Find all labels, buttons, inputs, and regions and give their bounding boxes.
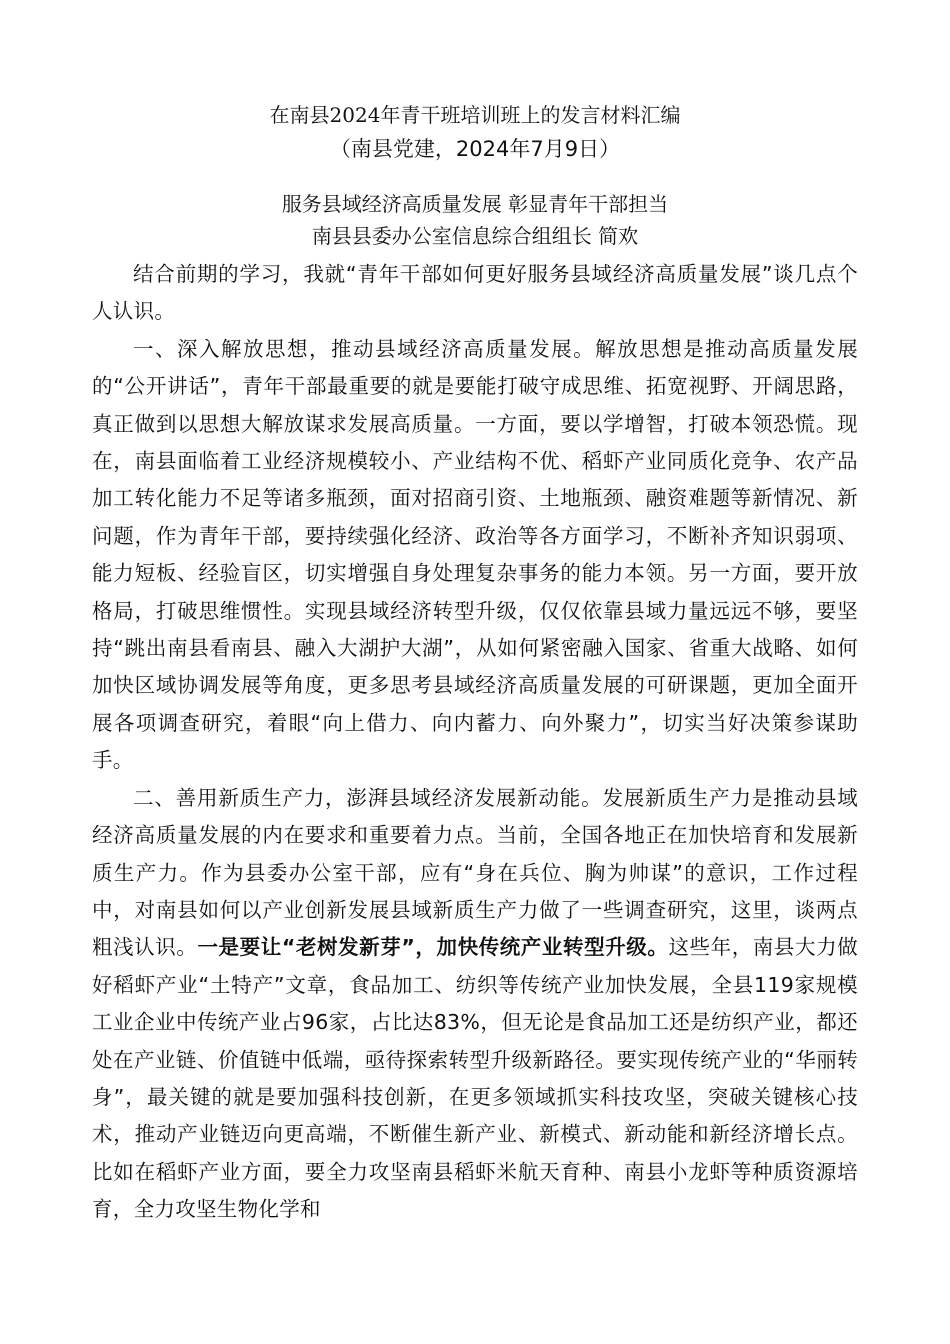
document-source-date: （南县党建，2024年7月9日）	[329, 137, 621, 161]
paragraph-section-two-body: 这些年，南县大力做好稻虾产业“土特产”文章，食品加工、纺织等传统产业加快发展，全县119家规模工业企业中传统产业占96家，占比达83%，但无论是食品加工还是纺织产业，都还处在产业链、价值链中低端，亟待探索转型升级新路径。要实现传统产业的“华丽转身”，最关键的就是要加强科技创新，在更多领域抓实科技攻坚，突破关键核心技术，推动产业链迈向更高端，不断催生新产业、新模式、新动能和新经济增长点。比如在稻虾产业方面，要全力攻坚南县稻虾米航天育种、南县小龙虾等种质资源培育，全力攻坚生物化学和	[92, 935, 858, 1222]
paragraph-section-two-lead: 二、善用新质生产力，澎湃县域经济发展新动能。发展新质生产力是推动县域经济高质量发展的内在要求和重要着力点。当前，全国各地正在加快培育和发展新质生产力。作为县委办公室干部，应有“身在兵位、胸为帅谋”的意识，工作过程中，对南县如何以产业创新发展县域新质生产力做了一些调查研究，这里，谈两点粗浅认识。	[92, 785, 858, 960]
paragraph-intro: 结合前期的学习，我就“青年干部如何更好服务县域经济高质量发展”谈几点个人认识。	[92, 262, 858, 324]
speech-author: 南县县委办公室信息综合组组长 简欢	[311, 224, 639, 248]
speech-title: 服务县域经济高质量发展 彰显青年干部担当	[281, 192, 669, 216]
document-body	[92, 98, 858, 1229]
paragraph-section-one: 一、深入解放思想，推动县域经济高质量发展。解放思想是推动高质量发展的“公开讲话”，青年干部最重要的就是要能打破守成思维、拓宽视野、开阔思路，真正做到以思想大解放谋求发展高质量。一方面，要以学增智，打破本领恐慌。现在，南县面临着工业经济规模较小、产业结构不优、稻虾产业同质化竞争、农产品加工转化能力不足等诸多瓶颈，面对招商引资、土地瓶颈、融资难题等新情况、新问题，作为青年干部，要持续强化经济、政治等各方面学习，不断补齐知识弱项、能力短板、经验盲区，切实增强自身处理复杂事务的能力本领。另一方面，要开放格局，打破思维惯性。实现县域经济转型升级，仅仅依靠县域力量远远不够，要坚持“跳出南县看南县、融入大湖护大湖”，从如何紧密融入国家、省重大战略、如何加快区域协调发展等角度，更多思考县域经济高质量发展的可研课题，更加全面开展各项调查研究，着眼“向上借力、向内蓄力、向外聚力”，切实当好决策参谋助手。	[92, 336, 858, 773]
document-title: 在南县2024年青干班培训班上的发言材料汇编	[269, 103, 681, 127]
paragraph-section-two	[92, 780, 858, 1229]
paragraph-section-two-bold-point: 一是要让“老树发新芽”，加快传统产业转型升级。	[197, 935, 669, 960]
